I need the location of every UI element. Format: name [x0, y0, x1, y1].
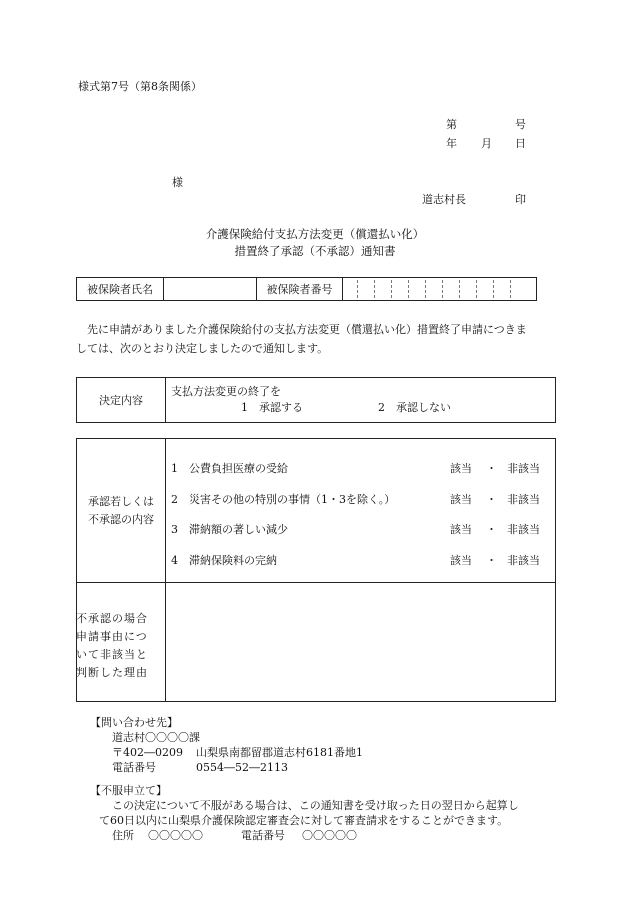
decision-line1: 支払方法変更の終了を — [171, 385, 281, 398]
item-3-dot: ・ — [486, 523, 497, 536]
doc-number-suffix: 号 — [515, 118, 526, 131]
decision-option-approve[interactable]: 1 承認する — [241, 401, 303, 414]
disapproval-reason-line4: 判断した理由 — [76, 666, 148, 679]
item-4-not-applies[interactable]: 非該当 — [507, 554, 540, 567]
appeal-text-line1: この決定について不服がある場合は、この通知書を受け取った日の翌日から起算し — [112, 799, 519, 812]
body-text-line1: 先に申請がありました介護保険給付の支払方法変更（償還払い化）措置終了申請につきま — [76, 323, 527, 336]
insured-table — [76, 277, 537, 301]
addressee-suffix: 様 — [172, 176, 183, 189]
approval-label-line2: 不承認の内容 — [88, 512, 154, 526]
decision-option-disapprove[interactable]: 2 承認しない — [378, 401, 451, 414]
date-year: 年 — [446, 137, 457, 150]
item-2-applies[interactable]: 該当 — [450, 493, 472, 506]
approval-item-3: 3 滞納額の著しい減少 — [171, 523, 288, 536]
item-4-dot: ・ — [486, 554, 497, 567]
insured-name-field[interactable] — [164, 278, 257, 301]
appeal-phone-value: 〇〇〇〇〇 — [302, 829, 357, 842]
item-1-dot: ・ — [486, 462, 497, 475]
item-4-applies[interactable]: 該当 — [450, 554, 472, 567]
issuer-seal: 印 — [515, 193, 526, 206]
disapproval-reason-line3: いて非該当と — [76, 648, 148, 661]
approval-item-2: 2 災害その他の特別の事情（1・3を除く。） — [171, 493, 396, 506]
document-title-line1: 介護保険給付支払方法変更（償還払い化） — [205, 227, 425, 241]
item-3-applies[interactable]: 該当 — [450, 523, 472, 536]
document-title-line2: 措置終了承認（不承認）通知書 — [234, 244, 396, 258]
inquiry-address: 山梨県南都留郡道志村6181番地1 — [196, 746, 363, 759]
insured-number-field[interactable] — [343, 278, 537, 301]
date-month: 月 — [481, 137, 492, 150]
approval-label — [77, 439, 166, 583]
body-text-line2: しては、次のとおり決定しましたので通知します。 — [76, 342, 329, 355]
item-2-dot: ・ — [486, 493, 497, 506]
item-1-applies[interactable]: 該当 — [450, 462, 472, 475]
approval-item-1: 1 公費負担医療の受給 — [171, 462, 288, 475]
inquiry-postal-code: 〒402―0209 — [112, 746, 183, 759]
decision-table — [76, 377, 556, 423]
inquiry-heading: 【問い合わせ先】 — [90, 716, 178, 729]
disapproval-reason-line2: 申請事由につ — [76, 630, 148, 643]
approval-label-line1: 承認若しくは — [88, 495, 154, 509]
appeal-text-line2: て60日以内に山梨県介護保険認定審査会に対して審査請求をすることができます。 — [99, 814, 509, 827]
inquiry-phone-label: 電話番号 — [112, 761, 156, 774]
disapproval-reason-line1: 不承認の場合 — [76, 612, 148, 625]
decision-label: 決定内容 — [77, 378, 166, 423]
approval-item-4: 4 滞納保険料の完納 — [171, 554, 277, 567]
inquiry-department: 道志村〇〇〇〇課 — [112, 731, 200, 744]
appeal-address-label: 住所 — [112, 829, 134, 842]
issuer-title: 道志村長 — [422, 193, 466, 206]
item-2-not-applies[interactable]: 非該当 — [507, 493, 540, 506]
item-3-not-applies[interactable]: 非該当 — [507, 523, 540, 536]
appeal-address-value: 〇〇〇〇〇 — [148, 829, 203, 842]
insured-name-label: 被保険者氏名 — [77, 278, 164, 301]
disapproval-reason-field[interactable] — [166, 583, 556, 702]
inquiry-phone: 0554―52―2113 — [196, 761, 288, 774]
appeal-phone-label: 電話番号 — [241, 829, 285, 842]
doc-number-prefix: 第 — [446, 118, 457, 131]
form-number: 様式第7号（第8条関係） — [78, 80, 202, 93]
appeal-heading: 【不服申立て】 — [90, 784, 167, 797]
insured-number-label: 被保険者番号 — [257, 278, 343, 301]
date-day: 日 — [515, 137, 526, 150]
item-1-not-applies[interactable]: 非該当 — [507, 462, 540, 475]
